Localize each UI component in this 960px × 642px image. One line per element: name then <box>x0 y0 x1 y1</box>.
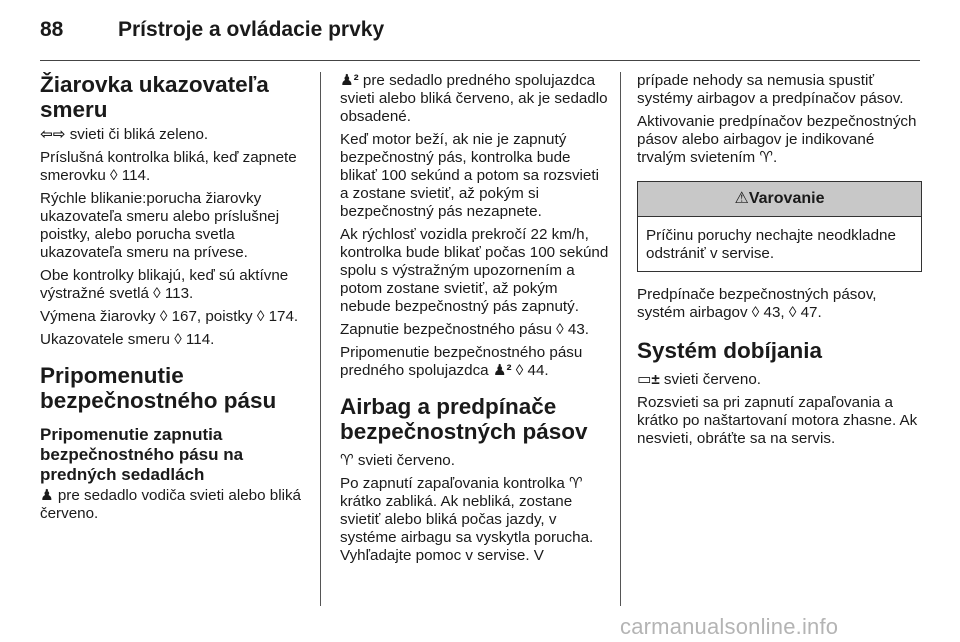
column-1 <box>40 72 312 528</box>
turn-signal-para-5: Výmena žiarovky ◊ 167, poistky ◊ 174. <box>40 308 299 325</box>
passenger-seatbelt-status: ♟² pre sedadlo predného spolujazdca svieti alebo bliká červeno, ak je sedadlo obsadené. <box>340 72 608 125</box>
heading-charging-system: Systém dobíjania <box>637 338 823 363</box>
page-title: Prístroje a ovládacie prvky <box>118 18 385 41</box>
warning-title: Varovanie <box>748 190 825 207</box>
airbag-status: ♈ svieti červeno. <box>340 452 455 469</box>
column-3 <box>637 72 922 453</box>
seatbelt-passenger-icon: ♟² <box>340 72 359 89</box>
battery-icon: ▭± <box>637 371 660 388</box>
airbag-icon-inline-2: ♈ <box>759 149 774 166</box>
heading-seatbelt-reminder: Pripomenutie bezpečnostného pásu <box>40 363 277 413</box>
seatbelt-passenger-icon-inline: ♟² <box>492 362 512 379</box>
watermark: carmanualsonline.info <box>620 614 839 639</box>
airbag-para-2: Po zapnutí zapaľovania kontrolka ♈ krátko zabliká. Ak nebliká, zostane svietiť alebo bliká počas jazdy, v systéme airbagu sa vyskytla porucha. Vyhľadajte pomoc v servise. V <box>340 475 594 564</box>
page-header <box>0 0 960 62</box>
driver-seatbelt-status: ♟ pre sedadlo vodiča svieti alebo bliká červeno. <box>40 487 302 522</box>
page-number: 88 <box>40 18 64 41</box>
airbag-para-3: prípade nehody sa nemusia spustiť systémy airbagov a predpínačov pásov. <box>637 72 904 107</box>
warning-triangle-icon: ⚠ <box>734 190 749 207</box>
seatbelt-para-2: Keď motor beží, ak nie je zapnutý bezpečnostný pás, kontrolka bude blikať 100 sekúnd a potom sa rozsvieti a zostane svietiť, až pokým si bezpečnostný pás nezapnete. <box>340 131 599 220</box>
heading-turn-signal: Žiarovka ukazovateľa smeru <box>40 72 269 122</box>
column-divider-2 <box>620 72 621 606</box>
warning-header <box>638 182 921 217</box>
airbag-icon-inline: ♈ <box>569 475 583 492</box>
airbag-icon: ♈ <box>340 452 354 469</box>
seatbelt-driver-icon: ♟ <box>40 487 54 504</box>
turn-signal-para-4: Obe kontrolky blikajú, keď sú aktívne výstražné svetlá ◊ 113. <box>40 267 289 302</box>
warning-body: Príčinu poruchy nechajte neodkladne odstrániť v servise. <box>646 227 896 262</box>
turn-signal-para-6: Ukazovatele smeru ◊ 114. <box>40 331 215 348</box>
turn-signal-para-2: Príslušná kontrolka bliká, keď zapnete smerovku ◊ 114. <box>40 149 297 184</box>
heading-front-seatbelt: Pripomenutie zapnutia bezpečnostného pásu na predných sedadlách <box>40 425 244 484</box>
turn-signal-icon: ⇦⇨ <box>40 126 66 143</box>
header-divider <box>40 60 920 61</box>
seatbelt-para-3: Ak rýchlosť vozidla prekročí 22 km/h, kontrolka bude blikať počas 100 sekúnd spolu s výstražným upozornením a potom zostane svietiť, až pokým nebude bezpečnostný pás zapnutý. <box>340 226 609 315</box>
charging-para-2: Rozsvieti sa pri zapnutí zapaľovania a krátko po naštartovaní motora zhasne. Ak nesvieti, obráťte sa na servis. <box>637 394 918 447</box>
airbag-para-4: Aktivovanie predpínačov bezpečnostných pásov alebo airbagov je indikované trvalým svietením ♈. <box>637 113 917 166</box>
airbag-para-5: Predpínače bezpečnostných pásov, systém airbagov ◊ 43, ◊ 47. <box>637 286 877 321</box>
heading-airbag: Airbag a predpínače bezpečnostných pásov <box>340 394 588 444</box>
column-divider-1 <box>320 72 321 606</box>
warning-box <box>637 181 922 272</box>
seatbelt-para-4: Zapnutie bezpečnostného pásu ◊ 43. <box>340 321 589 338</box>
seatbelt-para-5: Pripomenutie bezpečnostného pásu predného spolujazdca ♟² ◊ 44. <box>340 344 583 379</box>
turn-signal-status: ⇦⇨ svieti či bliká zeleno. <box>40 126 209 143</box>
column-2 <box>340 72 610 570</box>
charging-status: ▭± svieti červeno. <box>637 371 761 388</box>
turn-signal-para-3: Rýchle blikanie:porucha žiarovky ukazovateľa smeru alebo príslušnej poistky, alebo porucha svetla ukazovateľa smeru na prívese. <box>40 190 280 261</box>
